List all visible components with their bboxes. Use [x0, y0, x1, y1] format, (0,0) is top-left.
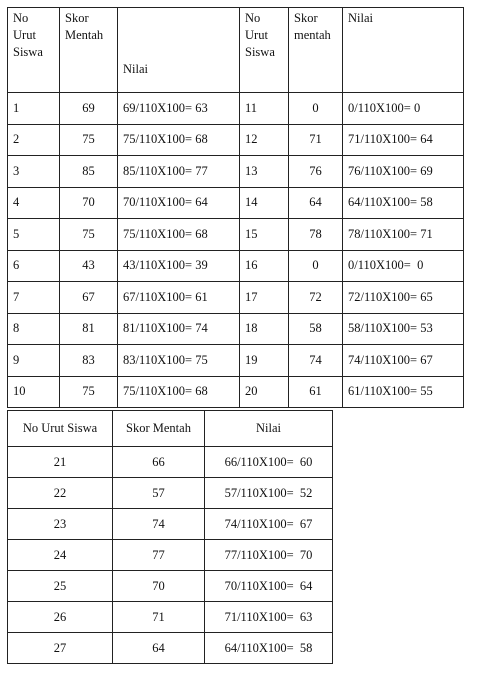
header-no-urut-siswa: No Urut Siswa — [8, 411, 113, 447]
nilai-cell: 75/110X100= 68 — [118, 376, 240, 408]
nilai-cell: 71/110X100= 64 — [343, 124, 464, 156]
skor-mentah-cell: 78 — [289, 219, 343, 251]
table-row — [8, 282, 464, 314]
skor-mentah-cell: 64 — [113, 633, 205, 664]
no-urut-cell: 24 — [8, 540, 113, 571]
no-urut-cell: 15 — [240, 219, 289, 251]
score-table-2 — [7, 410, 333, 664]
table-row — [8, 250, 464, 282]
skor-mentah-cell: 71 — [113, 602, 205, 633]
no-urut-cell: 5 — [8, 219, 60, 251]
table-row — [8, 313, 464, 345]
no-urut-cell: 10 — [8, 376, 60, 408]
header-no-urut-siswa: No Urut Siswa — [240, 8, 289, 93]
header-nilai: Nilai — [205, 411, 333, 447]
no-urut-cell: 23 — [8, 509, 113, 540]
nilai-cell: 81/110X100= 74 — [118, 313, 240, 345]
header-skor-mentah: Skor Mentah — [113, 411, 205, 447]
header-skor-mentah: Skor Mentah — [60, 8, 118, 93]
score-table-2-body — [8, 447, 333, 664]
table-row — [8, 602, 333, 633]
no-urut-cell: 17 — [240, 282, 289, 314]
skor-mentah-cell: 43 — [60, 250, 118, 282]
skor-mentah-cell: 83 — [60, 345, 118, 377]
no-urut-cell: 3 — [8, 156, 60, 188]
table-row — [8, 156, 464, 188]
header-nilai: Nilai — [343, 8, 464, 93]
table-row — [8, 447, 333, 478]
score-table-1 — [7, 7, 464, 408]
table-row — [8, 540, 333, 571]
nilai-cell: 43/110X100= 39 — [118, 250, 240, 282]
no-urut-cell: 14 — [240, 187, 289, 219]
table-row — [8, 345, 464, 377]
table-row — [8, 219, 464, 251]
skor-mentah-cell: 76 — [289, 156, 343, 188]
header-nilai: Nilai — [118, 8, 240, 93]
table-row — [8, 478, 333, 509]
table-row — [8, 187, 464, 219]
table-row — [8, 571, 333, 602]
skor-mentah-cell: 71 — [289, 124, 343, 156]
nilai-cell: 69/110X100= 63 — [118, 93, 240, 125]
table-row — [8, 376, 464, 408]
nilai-cell: 78/110X100= 71 — [343, 219, 464, 251]
score-table-1-body — [8, 93, 464, 408]
no-urut-cell: 11 — [240, 93, 289, 125]
nilai-cell: 75/110X100= 68 — [118, 219, 240, 251]
nilai-cell: 72/110X100= 65 — [343, 282, 464, 314]
nilai-cell: 64/110X100= 58 — [205, 633, 333, 664]
skor-mentah-cell: 77 — [113, 540, 205, 571]
skor-mentah-cell: 69 — [60, 93, 118, 125]
nilai-cell: 64/110X100= 58 — [343, 187, 464, 219]
skor-mentah-cell: 75 — [60, 124, 118, 156]
no-urut-cell: 12 — [240, 124, 289, 156]
nilai-cell: 57/110X100= 52 — [205, 478, 333, 509]
skor-mentah-cell: 72 — [289, 282, 343, 314]
table-row — [8, 633, 333, 664]
header-skor-mentah: Skor mentah — [289, 8, 343, 93]
header-no-urut-siswa: No Urut Siswa — [8, 8, 60, 93]
nilai-cell: 66/110X100= 60 — [205, 447, 333, 478]
no-urut-cell: 22 — [8, 478, 113, 509]
no-urut-cell: 27 — [8, 633, 113, 664]
nilai-cell: 67/110X100= 61 — [118, 282, 240, 314]
no-urut-cell: 19 — [240, 345, 289, 377]
skor-mentah-cell: 75 — [60, 376, 118, 408]
table-header-row — [8, 8, 464, 93]
nilai-cell: 83/110X100= 75 — [118, 345, 240, 377]
no-urut-cell: 9 — [8, 345, 60, 377]
skor-mentah-cell: 81 — [60, 313, 118, 345]
nilai-cell: 74/110X100= 67 — [205, 509, 333, 540]
no-urut-cell: 18 — [240, 313, 289, 345]
no-urut-cell: 2 — [8, 124, 60, 156]
skor-mentah-cell: 70 — [113, 571, 205, 602]
skor-mentah-cell: 74 — [113, 509, 205, 540]
nilai-cell: 75/110X100= 68 — [118, 124, 240, 156]
skor-mentah-cell: 0 — [289, 250, 343, 282]
nilai-cell: 0/110X100= 0 — [343, 93, 464, 125]
table-row — [8, 509, 333, 540]
nilai-cell: 71/110X100= 63 — [205, 602, 333, 633]
skor-mentah-cell: 67 — [60, 282, 118, 314]
skor-mentah-cell: 57 — [113, 478, 205, 509]
no-urut-cell: 21 — [8, 447, 113, 478]
no-urut-cell: 25 — [8, 571, 113, 602]
nilai-cell: 70/110X100= 64 — [205, 571, 333, 602]
nilai-cell: 0/110X100= 0 — [343, 250, 464, 282]
nilai-cell: 61/110X100= 55 — [343, 376, 464, 408]
no-urut-cell: 26 — [8, 602, 113, 633]
skor-mentah-cell: 64 — [289, 187, 343, 219]
skor-mentah-cell: 0 — [289, 93, 343, 125]
nilai-cell: 77/110X100= 70 — [205, 540, 333, 571]
skor-mentah-cell: 74 — [289, 345, 343, 377]
nilai-cell: 74/110X100= 67 — [343, 345, 464, 377]
no-urut-cell: 4 — [8, 187, 60, 219]
nilai-cell: 76/110X100= 69 — [343, 156, 464, 188]
no-urut-cell: 16 — [240, 250, 289, 282]
table-row — [8, 124, 464, 156]
no-urut-cell: 1 — [8, 93, 60, 125]
skor-mentah-cell: 85 — [60, 156, 118, 188]
no-urut-cell: 20 — [240, 376, 289, 408]
skor-mentah-cell: 61 — [289, 376, 343, 408]
nilai-cell: 85/110X100= 77 — [118, 156, 240, 188]
skor-mentah-cell: 58 — [289, 313, 343, 345]
table-row — [8, 93, 464, 125]
no-urut-cell: 8 — [8, 313, 60, 345]
no-urut-cell: 6 — [8, 250, 60, 282]
nilai-cell: 58/110X100= 53 — [343, 313, 464, 345]
nilai-cell: 70/110X100= 64 — [118, 187, 240, 219]
table-header-row — [8, 411, 333, 447]
skor-mentah-cell: 66 — [113, 447, 205, 478]
no-urut-cell: 13 — [240, 156, 289, 188]
skor-mentah-cell: 70 — [60, 187, 118, 219]
skor-mentah-cell: 75 — [60, 219, 118, 251]
no-urut-cell: 7 — [8, 282, 60, 314]
